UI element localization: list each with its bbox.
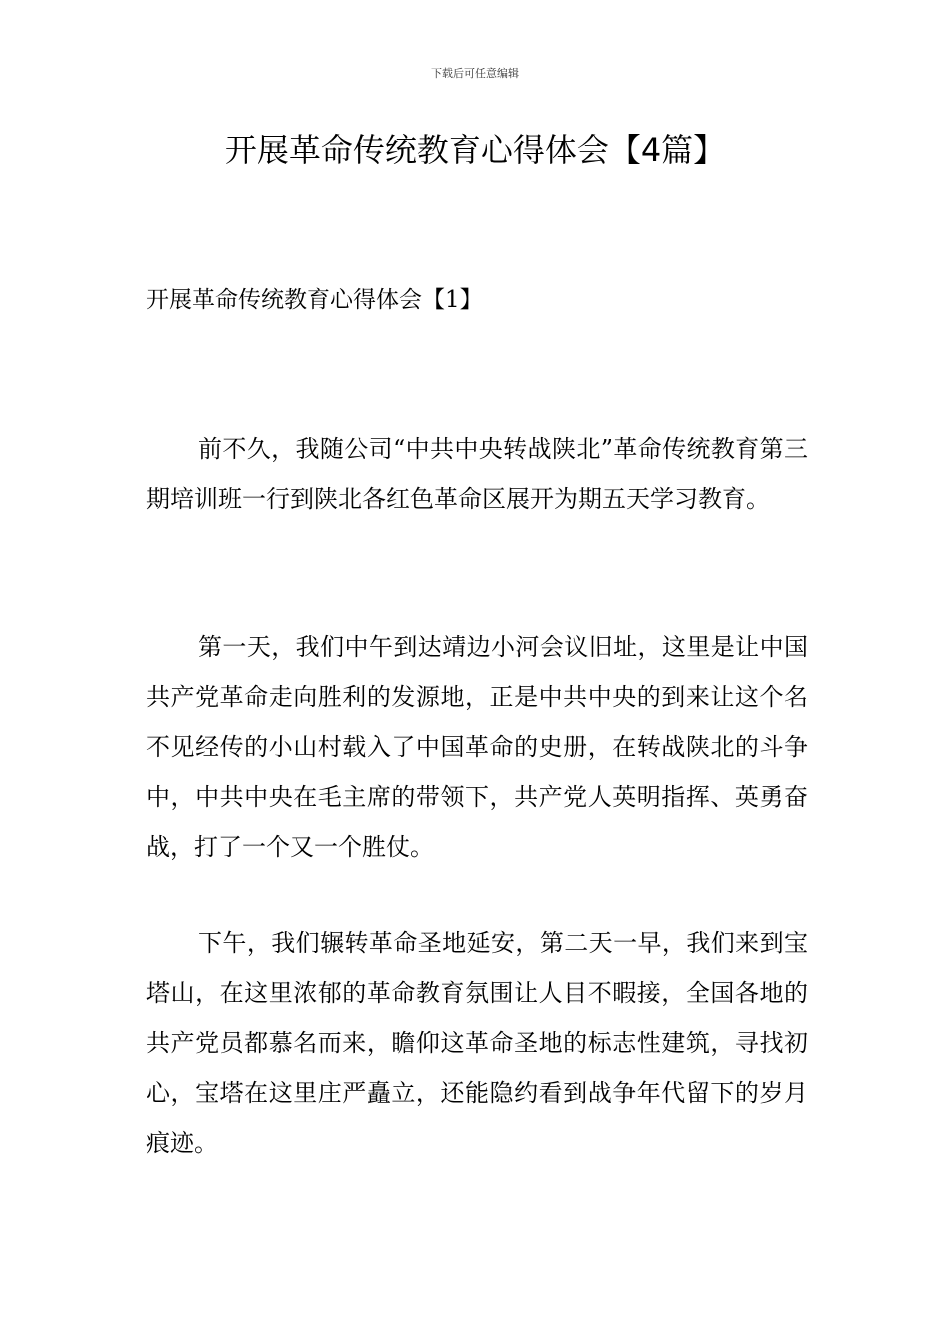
- body-paragraph: 第一天，我们中午到达靖边小河会议旧址，这里是让中国共产党革命走向胜利的发源地，正是中共中央的到来让这个名不见经传的小山村载入了中国革命的史册，在转战陕北的斗争中，中共中央在毛主席的带领下，共产党人英明指挥、英勇奋战，打了一个又一个胜仗。: [146, 633, 808, 861]
- body-paragraph: 下午，我们辗转革命圣地延安，第二天一早，我们来到宝塔山，在这里浓郁的革命教育氛围让人目不暇接，全国各地的共产党员都慕名而来，瞻仰这革命圣地的标志性建筑，寻找初心，宝塔在这里庄严矗立，还能隐约看到战争年代留下的岁月痕迹。: [146, 929, 808, 1157]
- document-title: 开展革命传统教育心得体会【4篇】: [224, 131, 726, 169]
- section-heading: 开展革命传统教育心得体会【1】: [146, 287, 483, 313]
- body-paragraph: 前不久，我随公司“中共中央转战陕北”革命传统教育第三期培训班一行到陕北各红色革命区展开为期五天学习教育。: [146, 435, 808, 513]
- header-note: 下载后可任意编辑: [431, 67, 519, 80]
